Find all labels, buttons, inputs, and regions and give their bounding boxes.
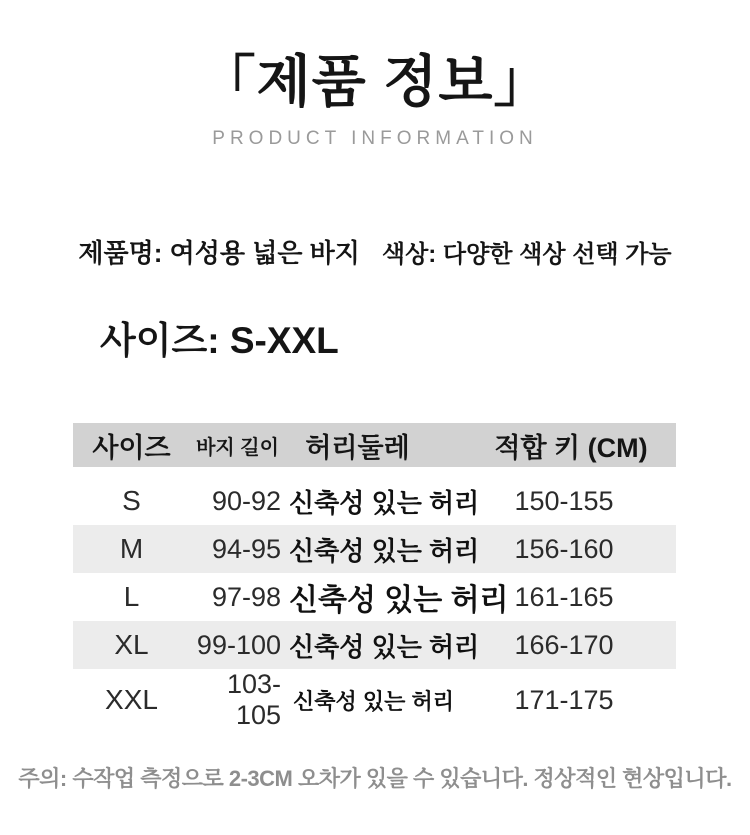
cell-height: 156-160: [514, 533, 614, 564]
cell-height: 166-170: [514, 629, 614, 660]
cell-length: 94-95: [211, 533, 281, 564]
cell-size: L: [123, 581, 140, 612]
size-table: [73, 423, 676, 730]
cell-size: XL: [114, 629, 149, 660]
measurement-note: 주의: 수작업 측정으로 2-3CM 오차가 있을 수 있습니다. 정상적인 현상입니다.: [18, 766, 732, 791]
page-subtitle: PRODUCT INFORMATION: [212, 128, 538, 149]
cell-waist: 신축성 있는 허리: [289, 487, 480, 518]
table-row: [73, 477, 676, 525]
page-title: 「제품 정보」: [199, 50, 551, 113]
header-cell-waist: 허리둘레: [305, 432, 410, 463]
cell-size: S: [122, 485, 141, 516]
cell-size: XXL: [105, 684, 158, 715]
cell-waist: 신축성 있는 허리: [289, 631, 480, 662]
product-name: 제품명: 여성용 넓은 바지: [78, 238, 360, 268]
table-row: [73, 573, 676, 621]
product-info-line: [0, 233, 750, 270]
product-size-range: 사이즈: S-XXL: [100, 320, 339, 361]
header-cell-size: 사이즈: [92, 432, 171, 463]
cell-length: 99-100: [196, 629, 281, 660]
cell-waist: 신축성 있는 허리: [289, 535, 480, 566]
cell-height: 161-165: [514, 581, 614, 612]
cell-waist: 신축성 있는 허리: [289, 584, 509, 617]
table-row: [73, 525, 676, 573]
cell-size: M: [119, 533, 144, 564]
table-row: [73, 621, 676, 669]
cell-waist: 신축성 있는 허리: [293, 688, 454, 714]
cell-height: 171-175: [514, 684, 614, 715]
table-header-row: [73, 423, 676, 467]
header-cell-height: 적합 키 (CM): [494, 432, 648, 463]
cell-height: 150-155: [514, 485, 614, 516]
cell-length: 90-92: [211, 485, 281, 516]
cell-length: 103-105: [226, 669, 281, 730]
cell-length: 97-98: [211, 581, 281, 612]
product-color: 색상: 다양한 색상 선택 가능: [381, 241, 672, 268]
header-cell-length: 바지 길이: [196, 436, 279, 459]
table-row: [73, 669, 676, 730]
